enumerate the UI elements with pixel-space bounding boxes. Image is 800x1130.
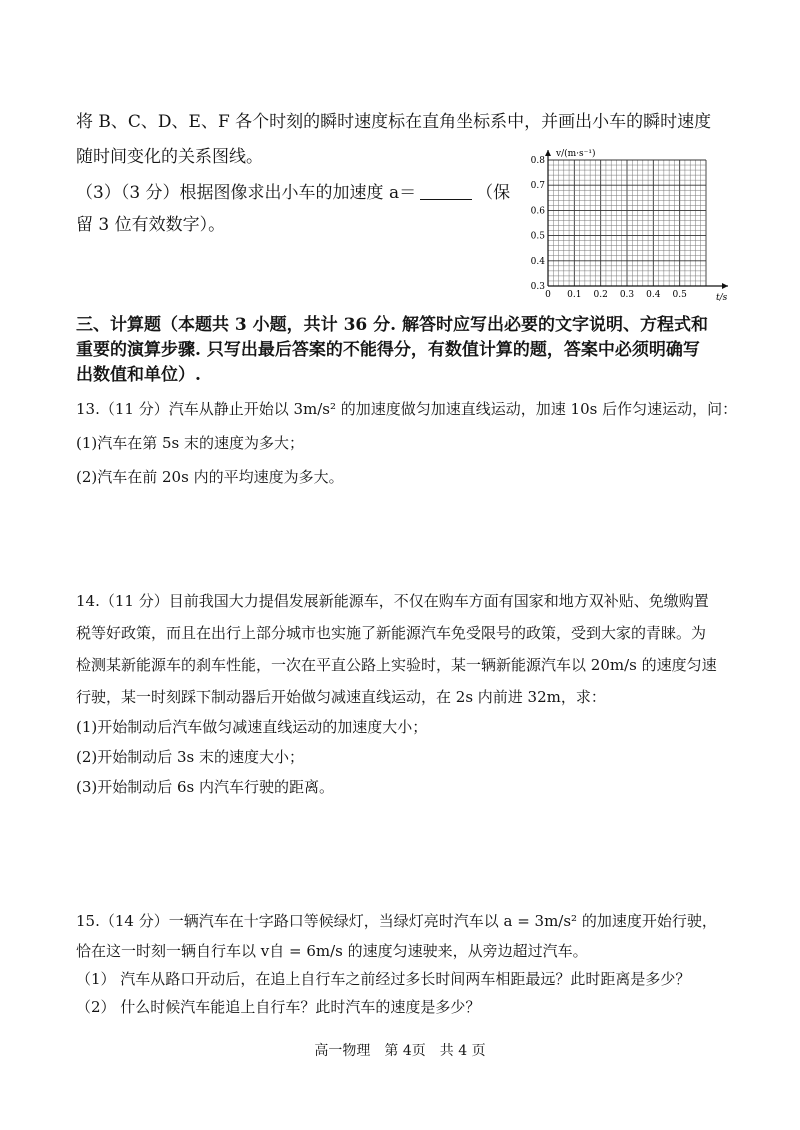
section3-line1: 三、计算题（本题共 3 小题，共计 36 分. 解答时应写出必要的文字说明、方程式和	[76, 315, 708, 335]
x-tick-label: 0.2	[593, 290, 608, 300]
q14-part1: (1)开始制动后汽车做匀减速直线运动的加速度大小；	[76, 718, 428, 736]
y-axis-arrow	[545, 150, 551, 156]
q12-line2: 随时间变化的关系图线。	[76, 147, 263, 167]
answer-blank	[420, 183, 472, 200]
x-tick-label: 0	[545, 290, 551, 300]
q13-part1: (1)汽车在第 5s 末的速度为多大；	[76, 434, 305, 452]
x-tick-label: 0.1	[567, 290, 582, 300]
q12-part3-c: 留 3 位有效数字）。	[76, 215, 226, 235]
x-tick-label: 0.5	[672, 290, 687, 300]
q14-line3: 检测某新能源车的刹车性能，一次在平直公路上实验时，某一辆新能源汽车以 20m/s 的速度匀速	[76, 656, 717, 674]
q12-part3	[76, 182, 510, 204]
page-footer: 高一物理 第 4页 共 4 页	[314, 1043, 486, 1059]
q14-line4: 行驶，某一时刻踩下制动器后开始做匀减速直线运动，在 2s 内前进 32m，求：	[76, 688, 606, 706]
y-axis-label: v/(m·s⁻¹)	[556, 149, 596, 159]
y-tick-label: 0.4	[530, 256, 545, 267]
q12-line1: 将 B、C、D、E、F 各个时刻的瞬时速度标在直角坐标系中，并画出小车的瞬时速度	[76, 112, 712, 132]
q14-line1: 14.（11 分）目前我国大力提倡发展新能源车，不仅在购车方面有国家和地方双补贴、免缴购置	[76, 592, 709, 610]
q15-part1: （1） 汽车从路口开动后，在追上自行车之前经过多长时间两车相距最远？此时距离是多少？	[76, 970, 691, 988]
q15-line1: 15.（14 分）一辆汽车在十字路口等候绿灯，当绿灯亮时汽车以 a = 3m/s² 的加速度开始行驶，	[76, 912, 717, 930]
q14-line2: 税等好政策，而且在出行上部分城市也实施了新能源汽车免受限号的政策，受到大家的青睐。为	[76, 624, 707, 642]
q13-part2: (2)汽车在前 20s 内的平均速度为多大。	[76, 468, 344, 486]
q13-stem: 13.（11 分）汽车从静止开始以 3m/s² 的加速度做匀加速直线运动，加速 10s 后作匀速运动，问：	[76, 400, 738, 418]
q14-part3: (3)开始制动后 6s 内汽车行驶的距离。	[76, 778, 335, 796]
x-tick-label: 0.4	[646, 290, 661, 300]
q14-part2: (2)开始制动后 3s 末的速度大小；	[76, 748, 305, 766]
x-tick-label: 0.3	[619, 290, 635, 300]
y-tick-label: 0.3	[530, 282, 545, 292]
grid-lines	[548, 160, 706, 286]
x-axis-arrow	[722, 283, 728, 289]
q12-part3-a: （3）（3 分）根据图像求出小车的加速度 a＝	[76, 183, 417, 203]
velocity-time-grid	[520, 144, 740, 304]
q12-part3-b: （保	[476, 183, 511, 203]
q15-part2: （2） 什么时候汽车能追上自行车？此时汽车的速度是多少？	[76, 998, 481, 1016]
y-tick-label: 0.6	[530, 206, 545, 217]
y-tick-label: 0.5	[530, 231, 545, 242]
q15-line2: 恰在这一时刻一辆自行车以 v自 = 6m/s 的速度匀速驶来，从旁边超过汽车。	[76, 942, 588, 960]
section3-line3: 出数值和单位）.	[76, 365, 201, 385]
section3-line2: 重要的演算步骤. 只写出最后答案的不能得分，有数值计算的题，答案中必须明确写	[76, 340, 700, 360]
y-tick-label: 0.7	[530, 181, 545, 192]
x-axis-label: t/s	[716, 293, 728, 303]
y-tick-label: 0.8	[530, 156, 545, 166]
